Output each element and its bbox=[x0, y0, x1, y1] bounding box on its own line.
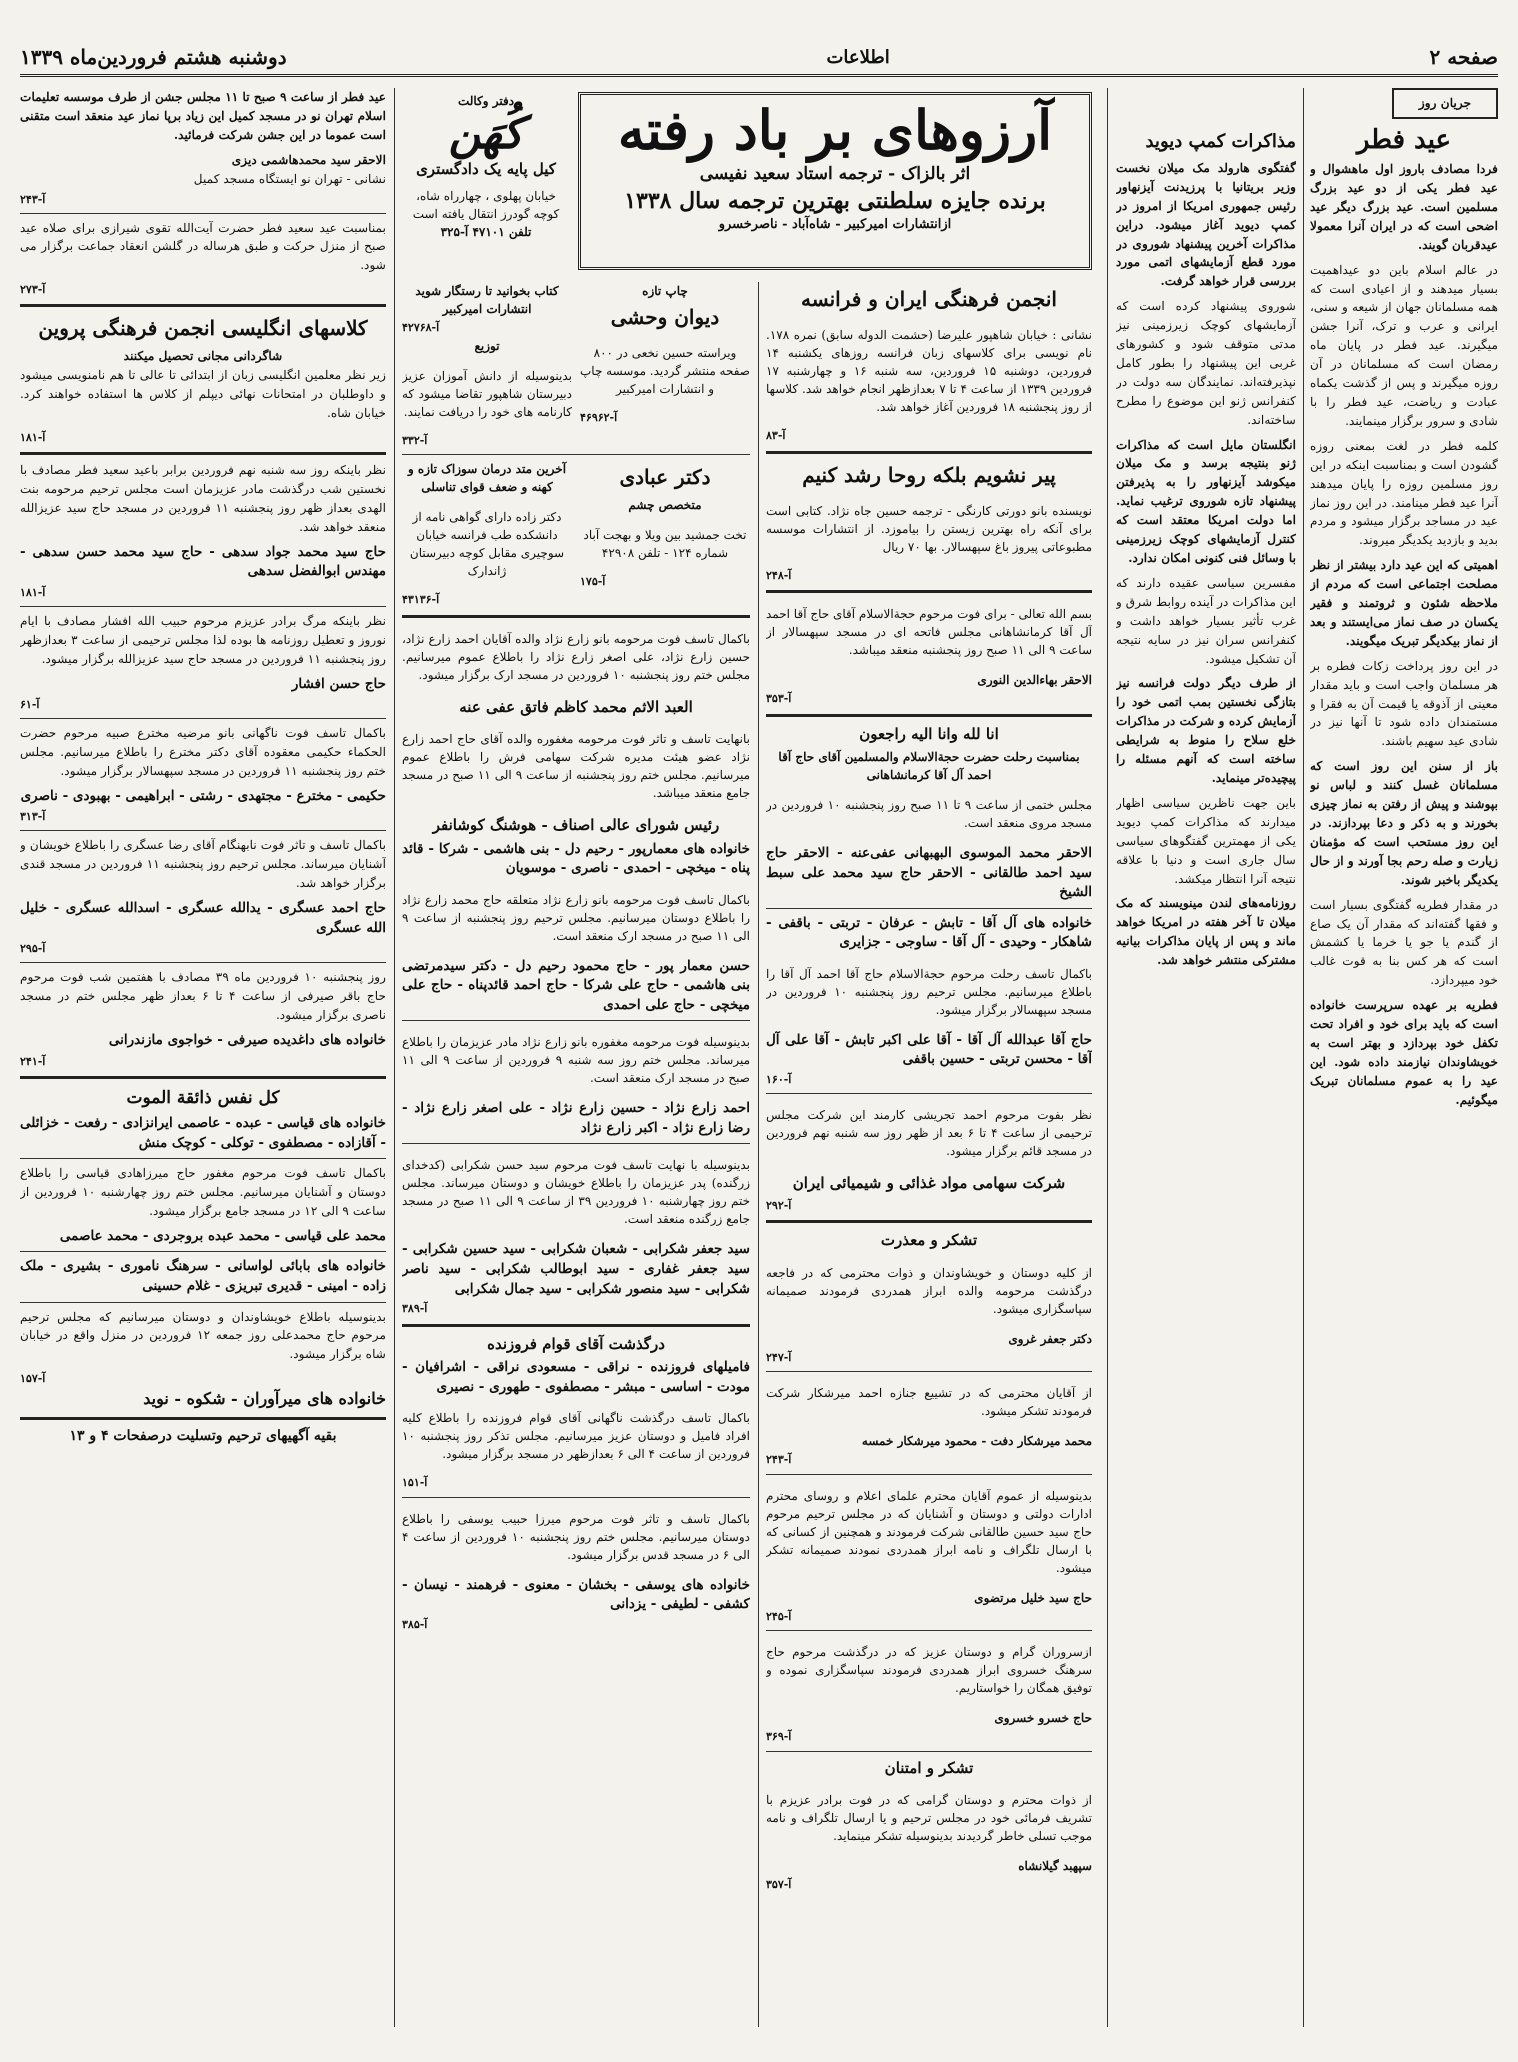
small-ads-row bbox=[402, 282, 750, 449]
divider bbox=[766, 1371, 1092, 1372]
editorial-paragraph: اهمیتی که این عید دارد بیشتر از نظر مصلحت اجتماعی است که مردم از ملاحظه شئون و ثروتمند و فقیر یکسان در صف نماز می‌ایستند و بعد از نماز بیکدیگر تبریک میگویند. bbox=[1310, 558, 1498, 648]
notice-text: بدینوسیله فوت مرحومه مغفوره بانو زارع نژاد مادر عزیزمان را باطلاع میرساند. مجلس ختم روز سه شنبه ۹ فروردین از ساعت ۹ الی ۱۱ صبح در مسجد ارک منعقد است. bbox=[402, 1035, 750, 1086]
notice-names: حاج احمد عسگری - یدالله عسگری - اسدالله عسگری - خلیل الله عسگری bbox=[20, 900, 386, 936]
doctor-specialty: متخصص چشم bbox=[628, 498, 702, 512]
ad-text: بدینوسیله از دانش آموزان عزیز دبیرستان شاهپور تقاضا میشود که کارنامه های خود را دریافت نمایند. bbox=[402, 368, 572, 419]
company-name: شرکت سهامی مواد غذائی و شیمیائی ایران bbox=[792, 1174, 1066, 1193]
column-divider bbox=[758, 282, 759, 2027]
ad-code: آ-۴۳۱۳۶ bbox=[402, 593, 440, 606]
news-paragraph: باین جهت ناظرین سیاسی اظهار میدارند که مذاکرات کمپ دیوید یکی از مهمترین گفتگوهای سیاسی سال جاری است و دنیا با علاقه نتیجه آنرا انتظار میکشد. bbox=[1116, 795, 1296, 886]
divider bbox=[20, 830, 386, 831]
ad-phone: تلفن ۴۷۱۰۱ آ-۳۲۵ bbox=[440, 224, 532, 239]
notice-code: آ-۲۷۳ bbox=[20, 283, 46, 297]
notice-text: باکمال تاسف و تاثر فوت نابهنگام آقای رضا عسگری را باطلاع خویشان و آشنایان میرساند. مجلس ترحیم روز پنجشنبه ۱۱ فروردین در مسجد قندی برگزار خواهد شد. bbox=[20, 838, 386, 891]
notice-names: خانواده های میرآوران - شکوه - نوید bbox=[143, 1389, 386, 1409]
divider bbox=[766, 1093, 1092, 1094]
editorial-title: عید فطر bbox=[1356, 124, 1452, 155]
notice-code: آ-۲۴۱ bbox=[20, 1054, 46, 1068]
divider bbox=[20, 1158, 386, 1159]
ad-subtitle: شاگردانی مجانی تحصیل میکنند bbox=[123, 349, 283, 364]
banner-subtitle: اثر بالزاک - ترجمه استاد سعید نفیسی bbox=[699, 164, 971, 185]
divider bbox=[766, 908, 1092, 909]
ad-label: دفتر وکالت bbox=[457, 94, 515, 108]
notice-names: خانواده های معمارپور - رحیم دل - بنی هاشمی - شرکا - قائد پناه - میخچی - احمدی - ناصری - موسویان bbox=[402, 840, 750, 877]
notice-names: خانواده های یوسفی - بخشان - معنوی - فرهمند - نیسان - کشفی - لطیفی - یزدانی bbox=[402, 1576, 750, 1613]
divider bbox=[766, 1220, 1092, 1223]
divider bbox=[20, 1076, 386, 1079]
issue-date: دوشنبه هشتم فروردین‌ماه ۱۳۳۹ bbox=[20, 45, 287, 69]
editorial-paragraph: در عالم اسلام باین دو عیداهمیت بسیار میدهند و از اعیادی است که همه مسلمانان جهان از شیعه و سنی، ایرانی و عرب و ترک، آنرا جشن میگیرند. عید فطر در پایان ماه رمضان است که مسلمانان در آن روزه میگیرند و پس از گذشت یکماه عبادت و ریاضت، عید فطر را با شادی و سرور برگزار مینمایند. bbox=[1310, 262, 1498, 428]
notice-names: حاج سید محمد جواد سدهی - حاج سید محمد حسن سدهی - مهندس ابوالفضل سدهی bbox=[20, 543, 386, 580]
notice-code: آ-۳۵۷ bbox=[766, 1878, 792, 1892]
ad-text: ویراسته حسین نخعی در ۸۰۰ صفحه منتشر گردید. موسسه چاپ و انتشارات امیرکبیر bbox=[579, 346, 750, 396]
news-title: مذاکرات کمپ دیوید bbox=[1145, 131, 1296, 152]
page-number: صفحه ۲ bbox=[1429, 45, 1498, 69]
notice-text: عید فطر از ساعت ۹ صبح تا ۱۱ مجلس جشن از طرف موسسه تعلیمات اسلام تهران نو در مسجد کمیل این زیاد برپا نماز عید منعقد است متقنی است عموما در این جشن شرکت فرمائید. bbox=[20, 90, 386, 142]
notice-names: خانواده های آل آقا - تابش - عرفان - تربتی - باقفی - شاهکار - وحیدی - آل آقا - ساوجی - جزایری bbox=[766, 914, 1092, 951]
news-paragraph: مفسرین سیاسی عقیده دارند که این مذاکرات در آینده روابط شرق و غرب تأثیر بسیار خواهد داشت و کنفرانس سران نیز در سایه نتیجه آن تشکیل میشود. bbox=[1116, 575, 1296, 666]
notice-code: آ-۲۴۷ bbox=[766, 1350, 792, 1364]
notice-text: بدینوسیله باطلاع خویشاوندان و دوستان میرسانیم که مجلس ترحیم مرحوم حاج محمدعلی روز جمعه ۱۲ فروردین در منزل واقع در خیابان شاه برگزار میشود. bbox=[20, 1309, 386, 1362]
news-paragraph: شوروی پیشنهاد کرده است که آزمایشهای کوچک زیرزمینی نیز مدتی متوقف شود و کشورهای غربی این پیشنهاد را بطور کامل نپذیرفته‌اند. نمایندگان سه دولت در کنفرانس ژنو این موضوع را مطرح ساخته‌اند. bbox=[1116, 299, 1296, 427]
notice-signature: دکتر جعفر غروی bbox=[1008, 1331, 1092, 1346]
divider bbox=[20, 1251, 386, 1252]
ad-label: چاپ تازه bbox=[642, 284, 688, 298]
notice-text: نظر باینکه روز سه شنبه نهم فروردین برابر باعید سعید فطر مصادف با نخستین شب درگذشت مادر عزیزمان است مجلس ترحیم مرحومه بنت الهدی بعداز ظهر روز پنجشنبه ۱۱ فروردین در مسجد حاج سید عزیزالله منعقد خواهد شد. bbox=[20, 463, 386, 534]
notice-names: حاج آقا عبدالله آل آقا - آقا علی اکبر تابش - آقا علی آل آقا - محسن تربتی - حسین باقفی bbox=[766, 1031, 1092, 1068]
ad-code: آ-۱۸۱ bbox=[20, 430, 46, 444]
notice-code: آ-۲۹۲ bbox=[766, 1198, 792, 1212]
ad-text: دکتر زاده دارای گواهی نامه از دانشکده طب فرانسه خیابان سوچیری مقابل کوچه دبیرستان ژاندارک bbox=[409, 510, 565, 578]
notice-names: محمد علی قیاسی - محمد عبده بروجردی - محمد عاصمی bbox=[59, 1227, 386, 1244]
notice-title: درگذشت آقای قوام فروزنده bbox=[487, 1334, 665, 1353]
ad-title: دیوان وحشی bbox=[610, 305, 720, 329]
notice-signature: سپهبد گیلانشاه bbox=[1018, 1859, 1092, 1874]
ad-code: آ-۲۴۸ bbox=[766, 568, 792, 582]
banner-publisher: ازانتشارات امیرکبیر - شاه‌آباد - ناصرخسرو bbox=[718, 217, 952, 233]
doctor-name: دکتر عبادی bbox=[619, 465, 711, 489]
small-ad bbox=[580, 282, 750, 449]
notice-code: آ-۳۱۳ bbox=[20, 810, 46, 824]
divider bbox=[402, 1497, 750, 1498]
notice-signature: حاج سید خلیل مرتضوی bbox=[974, 1590, 1092, 1605]
divider bbox=[766, 590, 1092, 593]
ad-publisher: انتشارات امیرکبیر bbox=[442, 302, 532, 316]
notice-names: الاحقر محمد الموسوی البهبهانی عفی‌عنه - الاحقر حاج سید احمد طالقانی - الاحقر حاج سید محمد علی سبط الشیخ bbox=[766, 845, 1092, 901]
divider bbox=[20, 718, 386, 719]
banner-prize: برنده جایزه سلطنتی بهترین ترجمه سال ۱۳۳۸ bbox=[624, 188, 1046, 215]
notice-code: آ-۲۴۳ bbox=[766, 1453, 792, 1467]
notice-title: رئیس شورای عالی اصناف - هوشنگ کوشانفر bbox=[432, 816, 720, 834]
notice-text: باکمال تاسف فوت مرحومه بانو زارع نژاد والده آقایان احمد زارع نژاد، حسین زارع نژاد، علی اصغر زارع نژاد را باطلاع عموم میرسانیم. مجلس ختم روز پنجشنبه ۱۰ فروردین در مسجد ارک برگزار میشود. bbox=[402, 631, 750, 682]
notice-names: خانواده های داغدیده صیرفی - خواجوی مازندرانی bbox=[108, 1032, 386, 1049]
notice-text: بسم الله تعالی - برای فوت مرحوم حجةالاسلام آقای حاج آقا احمد آل آقا کرمانشاهانی مجلس فاتحه ای در مسجد سپهسالار از ساعت ۹ الی ۱۱ صبح روز پنجشنبه منعقد میباشد. bbox=[766, 607, 1092, 657]
news-paragraph: انگلستان مایل است که مذاکرات ژنو بنتیجه برسد و مک میلان میکوشد آیزنهاور را به پذیرفتن پیشنهاد تازه شوروی ترغیب نماید. اما دولت امریکا معتقد است که کنترل آزمایشهای کوچک زیرزمینی با وسائل فنی کنونی امکان ندارد. bbox=[1116, 437, 1296, 566]
ad-code: آ-۴۶۹۶۲ bbox=[580, 411, 618, 424]
notice-text: مجلس ختمی از ساعت ۹ تا ۱۱ صبح روز پنجشنبه ۱۰ فروردین در مسجد مروی منعقد است. bbox=[766, 798, 1092, 830]
notice-text: بدینوسیله با نهایت تاسف فوت مرحوم سید حسن شکرابی (کدخدای زرگنده) پدر عزیزمان را باطلاع خویشان و دوستان میرساند. مجلس ختم روز چهارشنبه ۱۰ فروردین ۳۹ از ساعت ۹ الی ۱۱ صبح در مسجد جامع زرگنده منعقد است. bbox=[402, 1158, 750, 1227]
notice-names: حکیمی - مخترع - مجتهدی - رشتی - ابراهیمی - بهبودی - ناصری bbox=[20, 787, 386, 804]
ad-code: آ-۱۷۵ bbox=[580, 575, 606, 588]
doctor-ad bbox=[580, 460, 750, 609]
notice-code: آ-۳۸۵ bbox=[402, 1617, 428, 1631]
notice-code: آ-۱۵۷ bbox=[20, 1372, 46, 1386]
notice-text: باکمال تاسف و تاثر فوت مرحوم میرزا حبیب یوسفی را باطلاع دوستان میرسانیم. مجلس ختم روز پنجشنبه ۱۰ فروردین از ساعت ۴ الی ۶ در مسجد قدس برگزار میشود. bbox=[402, 1511, 750, 1562]
divider bbox=[20, 452, 386, 455]
notice-text: از کلیه دوستان و خویشاوندان و ذوات محترمی که در فاجعه درگذشت مرحومه والده ابراز همدردی فرمودند صمیمانه سپاسگزاری میشود. bbox=[766, 1265, 1092, 1316]
notice-text: بمناسبت عید سعید فطر حضرت آیت‌الله تقوی شیرازی برای صلاه عید صبح از منزل حرکت و طبق هرساله در گلشن انعقاد جماعت برگزار می شود. bbox=[20, 220, 386, 273]
divider bbox=[402, 1020, 750, 1021]
notice-names: خانواده های بابائی لواسانی - سرهنگ ناموری - بشیری - ملک زاده - امینی - قدیری تبریزی - غلام حسینی bbox=[20, 1258, 386, 1294]
ad-text: زیر نظر معلمین انگلیسی زبان از ابتدائی تا عالی تا هم نامنویسی میشود و داوطلبان در امتحانات نهائی دیپلم از کلاس ها استفاده خواهند کرد. خیابان شاه. bbox=[20, 368, 386, 421]
ad-title: توزیع bbox=[474, 338, 500, 353]
notice-names: احمد زارع نژاد - حسین زارع نژاد - علی اصغر زارع نژاد - رضا زارع نژاد - اکبر زارع نژاد bbox=[402, 1100, 750, 1136]
notice-code: آ-۱۵۱ bbox=[402, 1476, 428, 1490]
notice-address: نشانی - تهران نو ایستگاه مسجد کمیل bbox=[193, 171, 386, 186]
ad-code: آ-۴۲۷۶۸ bbox=[402, 321, 440, 334]
ad-text: نشانی : خیابان شاهپور علیرضا (حشمت الدوله سابق) نمره ۱۷۸. نام نویسی برای کلاسهای زبان فرانسه روزهای یکشنبه ۱۴ فروردین، دوشنبه ۱۵ فروردین، سه شنبه ۱۶ و چهارشنبه ۱۷ فروردین ۱۳۳۹ از ساعت ۴ تا ۷ بعدازظهر انجام خواهد شد. کلاسها از روز پنجشنبه ۱۸ فروردین آغاز خواهد شد. bbox=[766, 328, 1092, 414]
notice-subtitle: بمناسبت رحلت حضرت حجةالاسلام والمسلمین آقای حاج آقا احمد آل آقا کرمانشاهانی bbox=[778, 750, 1080, 782]
notice-text: بانهایت تاسف و تاثر فوت مرحومه مغفوره والده آقای حاج احمد زارع نژاد عضو هیئت مدیره شرکت سهامی فرش را باطلاع عموم میرسانیم. مجلس ختم روز پنجشنبه از ساعت ۹ الی ۱۱ صبح در مسجد جامع منعقد میباشد. bbox=[402, 732, 750, 800]
notice-code: آ-۶۱ bbox=[20, 698, 40, 712]
notice-signature: الاحقر سید محمدهاشمی دیزی bbox=[231, 152, 386, 167]
notice-text: باکمال تاسف فوت ناگهانی بانو مرضیه مخترع صبیه مرحوم حضرت الحکماء حکیمی معقوده آقای دکتر مخترع را باطلاع میرسانیم. مجلس ختم روز پنجشنبه ۱۱ فروردین در مسجد سپهسالار برگزار میشود. bbox=[20, 726, 386, 778]
law-office-ad bbox=[402, 92, 570, 292]
notice-title: کل نفس ذائقة الموت bbox=[126, 1087, 280, 1108]
divider bbox=[402, 454, 750, 455]
divider bbox=[766, 451, 1092, 454]
ad-title: کتاب بخوانید تا رستگار شوید bbox=[415, 284, 559, 298]
notice-text: از آقایان محترمی که در تشییع جنازه احمد میرشکار شرکت فرمودند تشکر میشود. bbox=[766, 1386, 1092, 1419]
notice-title: تشکر و امتنان bbox=[884, 1758, 974, 1777]
divider bbox=[402, 1143, 750, 1144]
notice-names: خانواده های قیاسی - عبده - عاصمی ایرانزادی - رفعت - خزائلی - آقازاده - مصطفوی - توکلی - کوچک منش bbox=[20, 1115, 386, 1151]
editorial-paragraph: کلمه فطر در لغت بمعنی روزه گشودن است و بمناسبت اینکه در این روز مسلمین روزه را پایان میدهند آنرا عید فطر مینامند. در این روز نماز عید در مساجد برگزار میشود و مردم بدید و بازدید یکدیگر میروند. bbox=[1310, 438, 1498, 548]
divider bbox=[766, 1474, 1092, 1475]
notice-text: بدینوسیله از عموم آقایان محترم علمای اعلام و روسای محترم ادارات دولتی و دوستان و آشنایان که در مجلس ترحیم مرحوم حاج سید حسین طالقانی شرکت فرمودند و همچنین از کسانی که با ارسال تلگراف و نامه ابراز همدردی نمودند صمیمانه تشکر میشود. bbox=[766, 1488, 1092, 1575]
divider bbox=[766, 1751, 1092, 1752]
section-label: جریان روز bbox=[1392, 88, 1498, 119]
news-paragraph: از طرف دیگر دولت فرانسه نیز بتازگی نخستین بمب اتمی خود را آزمایش کرده و شرکت در مذاکرات خلع سلاح را منوط به شرایطی ساخته است که آنهم مسئله را پیچیده‌تر مینماید. bbox=[1116, 676, 1296, 785]
column-divider bbox=[1303, 88, 1304, 2027]
notice-signature: محمد میرشکار دفت - محمود میرشکار خمسه bbox=[861, 1434, 1092, 1449]
ad-title: پیر نشویم بلکه روحا رشد کنیم bbox=[802, 462, 1056, 487]
masthead bbox=[20, 40, 1498, 77]
notice-names: حاج حسن افشار bbox=[291, 675, 386, 692]
column-news bbox=[1116, 88, 1296, 2027]
notice-names: حسن معمار پور - حاج محمود رحیم دل - دکتر سیدمرتضی بنی هاشمی - حاج علی شرکا - حاج احمد قائدپناه - حاج علی میخچی - حاج علی احمدی bbox=[402, 957, 750, 1013]
column-divider bbox=[394, 88, 395, 2027]
notice-code: آ-۲۹۵ bbox=[20, 942, 46, 956]
ad-address: خیابان پهلوی ، چهارراه شاه، کوچه گودرز انتقال یافته است bbox=[412, 188, 560, 221]
small-ad bbox=[402, 282, 572, 449]
notice-text: نظر باینکه مرگ برادر عزیزم مرحوم حبیب الله افشار مصادف با ایام نوروز و تعطیل روزنامه ها بوده لذا مجلس ترحیمی از ساعت ۳ بعدازظهر روز پنجشنبه ۱۱ فروردین در مسجد حاج سید عزیزالله برگزار میشود. bbox=[20, 613, 386, 666]
notice-title: العبد الاثم محمد کاظم فاتق عفی عنه bbox=[459, 697, 693, 716]
notice-text: از ذوات محترم و دوستان گرامی که در فوت برادر عزیزم با تشریف فرمائی خود در مجلس ترحیم و یا ارسال تلگراف و نامه موجب تسلی خاطر گردیدند بدینوسیله تشکر مینماید. bbox=[766, 1793, 1092, 1844]
ad-text: نویسنده بانو دورتی کارنگی - ترجمه حسین جاه نژاد. کتابی است برای آنکه راه بهترین زیستن را بیاموزد. از انتشارات موسسه مطبوعاتی پیروز باغ سپهسالار. بها ۷۰ ریال bbox=[766, 503, 1092, 554]
divider bbox=[20, 1417, 386, 1420]
divider bbox=[20, 213, 386, 214]
ad-title: کلاسهای انگلیسی انجمن فرهنگی پروین bbox=[38, 316, 368, 341]
notice-code: آ-۲۴۳ bbox=[20, 192, 46, 206]
column-center-right bbox=[766, 282, 1092, 2062]
banner-title: آرزوهای بر باد رفته bbox=[617, 98, 1053, 162]
editorial-paragraph: در این روز پرداخت زکات فطره بر هر مسلمان واجب است و باید مقدار معینی از آذوقه یا قیمت آن به فقرا و مستمندان داده شود تا آنها نیز در شادی عید سهیم باشند. bbox=[1310, 658, 1498, 749]
notice-names: فامیلهای فروزنده - نراقی - مسعودی نراقی - اشرافیان - مودت - اساسی - مبشر - مصطفوی - طهوری - نصیری bbox=[402, 1359, 750, 1395]
notice-text: باکمال تاسف رحلت مرحوم حجةالاسلام حاج آقا احمد آل آقا را باطلاع میرسانیم. مجلس ترحیم روز پنجشنبه ۱۰ فروردین در مسجد سپهسالار برگزار میشود. bbox=[766, 966, 1092, 1017]
column-editorial bbox=[1310, 88, 1498, 2027]
law-office-logo: کُهَن bbox=[448, 108, 524, 159]
ad-code: آ-۸۳ bbox=[766, 429, 786, 442]
notice-text: باکمال تاسف فوت مرحوم مغفور حاج میرزاهادی قیاسی را باطلاع دوستان و آشنایان میرسانیم. مجلس ختم روز چهارشنبه ۱۰ فروردین از ساعت ۹ الی ۱۲ در مسجد جامع برگزار میشود. bbox=[20, 1166, 386, 1218]
editorial-paragraph: فردا مصادف باروز اول ماهشوال و عید فطر یکی از دو عید بزرگ مسلمین است. عید بزرگ دیگر عید اضحی است که در ایران آنرا معمولا عیدقربان گویند. bbox=[1310, 162, 1498, 252]
column-center-left bbox=[402, 282, 750, 2042]
notice-signature: حاج خسرو خسروی bbox=[994, 1711, 1092, 1726]
divider bbox=[766, 1630, 1092, 1631]
ad-title: آخرین متد درمان سوزاک تازه و کهنه و ضعف قوای تناسلی bbox=[407, 462, 567, 494]
notice-code: آ-۱۶۰ bbox=[766, 1072, 792, 1086]
notice-code: آ-۳۸۹ bbox=[402, 1302, 428, 1316]
notice-text: باکمال تاسف درگذشت ناگهانی آقای قوام فروزنده را باطلاع کلیه افراد فامیل و دوستان عزیز میرسانیم. مجلس تذکر روز پنجشنبه ۱۰ فروردین از ساعت ۴ الی ۶ بعدازظهر در مسجد برگزار میشود. bbox=[402, 1411, 750, 1462]
editorial-paragraph: باز از سنن این روز است که مسلمانان غسل کنند و لباس نو بپوشند و پیش از رفتن به نماز چیزی بخورند و به ذکر و دعا بپردازند. در این روز مستحب است که مؤمنان زیارت و صله رحم بجا آورند و از حال یکدیگر باخبر شوند. bbox=[1310, 759, 1498, 887]
doctor-address: تخت جمشید بین ویلا و بهجت آباد شماره ۱۲۴ - تلفن ۴۲۹۰۸ bbox=[583, 528, 747, 560]
notice-text: ازسروران گرام و دوستان عزیز که در درگذشت مرحوم حاج سرهنگ خسروی ابراز همدردی فرمودند سپاسگزاری نموده و توفیق همگان را خواستاریم. bbox=[766, 1645, 1092, 1696]
divider bbox=[20, 1302, 386, 1303]
editorial-paragraph: در مقدار فطریه گفتگوی بسیار است و فقها گفته‌اند که مقدار آن یک صاع از گندم یا جو یا خرما یا کشمش است که هر کس بنا به قوت غالب خود میپردازد. bbox=[1310, 897, 1498, 988]
divider bbox=[20, 962, 386, 963]
notice-names: سید جعفر شکرابی - شعبان شکرابی - سید حسین شکرابی - سید جعفر غفاری - سید ابوطالب شکرابی - سید ناصر شکرابی - سید منصور شکرابی - سید جمال شکرابی bbox=[402, 1241, 750, 1297]
ad-code: آ-۳۳۲ bbox=[402, 433, 428, 447]
paper-name: اطلاعات bbox=[826, 46, 890, 68]
column-divider bbox=[1107, 88, 1108, 2027]
news-paragraph: روزنامه‌های لندن مینویسند که مک میلان تا آخر هفته در امریکا خواهد ماند و پس از پایان مذاکرات بیانیه مشترکی منتشر خواهد شد. bbox=[1116, 896, 1296, 968]
news-paragraph: گفتگوی هارولد مک میلان نخست وزیر بریتانیا با پرزیدنت آیزنهاور رئیس جمهوری امریکا از امروز در کمپ دیوید آغاز میشود. دراین مذاکرات آخرین پیشنهاد شوروی در مورد قطع آزمایشهای اتمی مورد بررسی قرار خواهد گرفت. bbox=[1116, 160, 1296, 289]
book-banner-ad bbox=[578, 92, 1092, 270]
notice-code: آ-۱۸۱ bbox=[20, 585, 46, 599]
notice-text: باکمال تاسف فوت مرحومه بانو زارع نژاد متعلقه حاج محمد زارع نژاد را باطلاع دوستان میرسانیم. مجلس ترحیم روز پنجشنبه از ساعت ۹ الی ۱۱ صبح در مسجد ارک منعقد است. bbox=[402, 892, 750, 943]
divider bbox=[766, 714, 1092, 717]
divider bbox=[20, 304, 386, 307]
notice-code: آ-۳۶۹ bbox=[766, 1730, 792, 1744]
ad-title: انجمن فرهنگی ایران و فرانسه bbox=[801, 287, 1057, 311]
page-footer-note: بقیه آگهیهای ترحیم وتسلیت درصفحات ۴ و ۱۳ bbox=[69, 1427, 337, 1444]
notice-text: روز پنجشنبه ۱۰ فروردین ماه ۳۹ مصادف با هفتمین شب فوت مرحوم حاج باقر صیرفی از ساعت ۴ تا ۶ بعداز ظهر مجلس ختم در مسجد ناصری برگزار میشود. bbox=[20, 970, 386, 1023]
notice-text: نظر بفوت مرحوم احمد تجریشی کارمند این شرکت مجلس ترحیمی از ساعت ۴ تا ۶ بعد از ظهر روز سه شنبه نهم فروردین در مسجد قائم برگزار میشود. bbox=[766, 1108, 1092, 1159]
notice-code: آ-۳۵۳ bbox=[766, 692, 792, 705]
notice-title: انا لله وانا الیه راجعون bbox=[859, 724, 999, 743]
notice-code: آ-۲۴۵ bbox=[766, 1609, 792, 1623]
small-ads-row bbox=[402, 460, 750, 609]
ad-subtitle: کیل پایه یک دادگستری bbox=[416, 160, 556, 179]
divider bbox=[402, 1324, 750, 1327]
notice-title: تشکر و معذرت bbox=[880, 1231, 978, 1250]
column-notices bbox=[20, 88, 386, 2027]
divider bbox=[402, 615, 750, 618]
notice-signature: الاحقر بهاءالدین النوری bbox=[977, 673, 1092, 687]
divider bbox=[20, 606, 386, 607]
small-ad bbox=[402, 460, 572, 609]
editorial-paragraph: فطریه بر عهده سرپرست خانواده است که باید برای خود و افراد تحت تکفل خود بپردازد و بهتر است به خویشاوندان نیازمند داده شود. این عید را به عموم مسلمانان تبریک میگوئیم. bbox=[1310, 998, 1498, 1107]
